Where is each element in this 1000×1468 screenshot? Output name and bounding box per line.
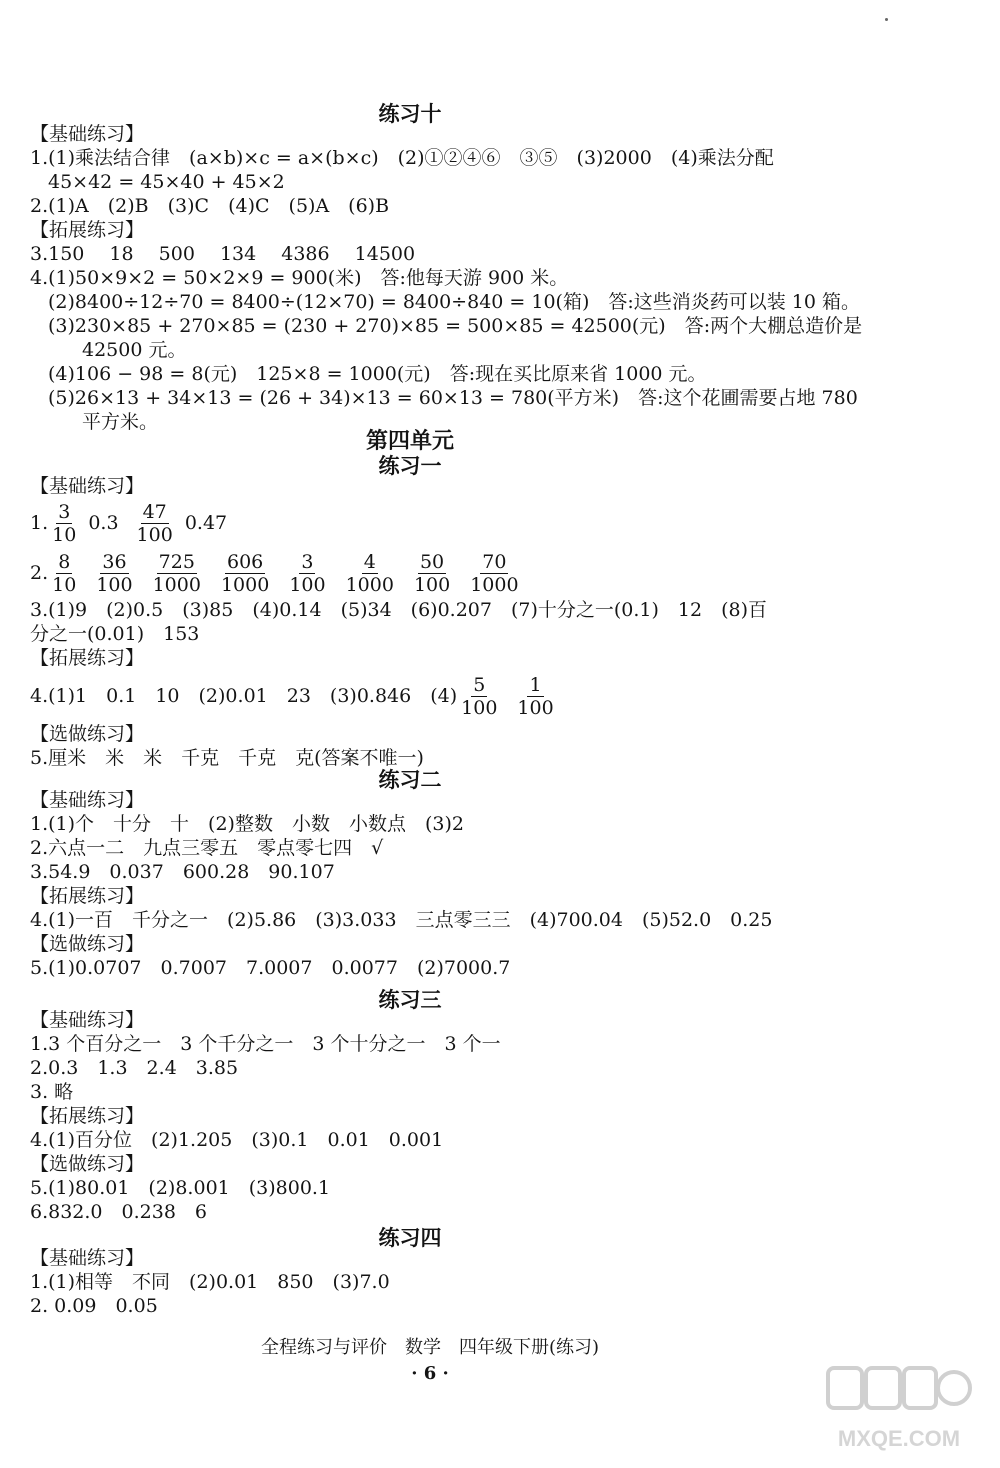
- answer-line: 4.(1)百分位 (2)1.205 (3)0.1 0.01 0.001: [30, 1129, 444, 1151]
- denominator: 1000: [220, 573, 270, 596]
- numerator: 8: [58, 550, 71, 573]
- heading-basic: 【基础练习】: [30, 789, 145, 811]
- decimal-value: 0.47: [184, 512, 228, 534]
- answer-line: 2.0.3 1.3 2.4 3.85: [30, 1057, 239, 1079]
- heading-basic: 【基础练习】: [30, 1009, 145, 1031]
- heading-basic: 【基础练习】: [30, 123, 145, 145]
- fraction: [219, 551, 271, 596]
- answer-line: 45×42 = 45×40 + 45×2: [48, 171, 285, 193]
- answer-line: 5.(1)80.01 (2)8.001 (3)800.1: [30, 1177, 331, 1199]
- answer-line: 3.(1)9 (2)0.5 (3)85 (4)0.14 (5)34 (6)0.207 (7)十分之一(0.1) 12 (8)百: [30, 599, 768, 621]
- numerator: 3: [58, 500, 71, 523]
- heading-extension: 【拓展练习】: [30, 219, 145, 241]
- answer-line: 6.832.0 0.238 6: [30, 1201, 208, 1223]
- fraction: [50, 551, 78, 596]
- answer-line: 1.(1)个 十分 十 (2)整数 小数 小数点 (3)2: [30, 813, 464, 835]
- answer-site-watermark-icon: [824, 1362, 974, 1454]
- fraction: [151, 551, 203, 596]
- answer-line: 1.(1)乘法结合律 (a×b)×c = a×(b×c) (2)①②④⑥ ③⑤ (3)2000 (4)乘法分配: [30, 147, 774, 169]
- heading-extension: 【拓展练习】: [30, 1105, 145, 1127]
- heading-extension: 【拓展练习】: [30, 885, 145, 907]
- answer-line: (4)106 − 98 = 8(元) 125×8 = 1000(元) 答:现在买比原来省 1000 元。: [48, 363, 707, 385]
- heading-optional: 【选做练习】: [30, 723, 145, 745]
- fraction: [412, 551, 452, 596]
- denominator: 1000: [152, 573, 201, 596]
- fraction: [515, 674, 555, 719]
- exercise-1-body: [30, 474, 870, 770]
- numerator: 47: [142, 500, 167, 523]
- exercise-10-body: [30, 122, 870, 434]
- denominator: 100: [413, 573, 451, 596]
- answer-line: 4.(1)一百 千分之一 (2)5.86 (3)3.033 三点零三三 (4)700.04 (5)52.0 0.25: [30, 909, 773, 931]
- denominator: 1000: [470, 573, 519, 596]
- answer-line: 平方米。: [82, 411, 159, 433]
- heading-basic: 【基础练习】: [30, 1247, 145, 1269]
- numerator: 5: [473, 673, 486, 696]
- answer-line: (5)26×13 + 34×13 = (26 + 34)×13 = 60×13 = 780(平方米) 答:这个花圃需要占地 780: [48, 387, 858, 409]
- scan-speck: [885, 18, 888, 21]
- answer-line: 4.(1)50×9×2 = 50×2×9 = 900(米) 答:他每天游 900 米。: [30, 267, 569, 289]
- section-title: 练习十: [378, 102, 442, 126]
- denominator: 10: [52, 573, 77, 596]
- numerator: 606: [227, 550, 264, 573]
- exercise-3-body: [30, 1008, 870, 1224]
- answer-line: 1.(1)相等 不同 (2)0.01 850 (3)7.0: [30, 1271, 390, 1293]
- answer-line: 2. 0.09 0.05: [30, 1295, 158, 1317]
- answer-line-q4: [30, 670, 870, 722]
- heading-basic: 【基础练习】: [30, 475, 145, 497]
- answer-line: (2)8400÷12÷70 = 8400÷(12×70) = 8400÷840 = 10(箱) 答:这些消炎药可以装 10 箱。: [48, 291, 861, 313]
- answer-line: 3.150 18 500 134 4386 14500: [30, 243, 416, 265]
- answer-line: 3.54.9 0.037 600.28 90.107: [30, 861, 335, 883]
- numerator: 70: [482, 550, 507, 573]
- denominator: 100: [136, 523, 173, 546]
- answer-line: 3. 略: [30, 1081, 74, 1103]
- section-title: 练习四: [378, 1226, 442, 1250]
- numerator: 50: [419, 550, 445, 573]
- numerator: 3: [301, 550, 314, 573]
- denominator: 100: [517, 696, 554, 719]
- answer-line: 5.厘米 米 米 千克 千克 克(答案不唯一): [30, 747, 424, 769]
- numerator: 725: [158, 550, 195, 573]
- denominator: 100: [96, 573, 133, 596]
- watermark-text: MXQE.COM: [837, 1426, 961, 1451]
- answer-line: 分之一(0.01) 153: [30, 623, 200, 645]
- answer-line: 1.3 个百分之一 3 个千分之一 3 个十分之一 3 个一: [30, 1033, 501, 1055]
- answer-line: (3)230×85 + 270×85 = (230 + 270)×85 = 500×85 = 42500(元) 答:两个大棚总造价是: [48, 315, 863, 337]
- fraction: [94, 551, 134, 596]
- exercise-4-body: [30, 1246, 870, 1318]
- numerator: 36: [102, 550, 127, 573]
- section-title: 练习三: [378, 988, 442, 1012]
- exercise-2-body: [30, 788, 870, 980]
- denominator: 100: [289, 573, 326, 596]
- answer-line-q1: [30, 498, 870, 548]
- heading-optional: 【选做练习】: [30, 1153, 145, 1175]
- numerator: 1: [529, 673, 542, 696]
- answer-line: 2.(1)A (2)B (3)C (4)C (5)A (6)B: [30, 195, 390, 217]
- denominator: 1000: [345, 573, 394, 596]
- heading-optional: 【选做练习】: [30, 933, 145, 955]
- fraction: [344, 551, 396, 596]
- unit-title: 第四单元: [365, 429, 454, 454]
- question-number: 2.: [30, 562, 49, 584]
- fraction: [287, 551, 327, 596]
- decimal-value: 0.3: [88, 512, 119, 534]
- footer-page-number: · 6 ·: [411, 1363, 449, 1384]
- fraction: [459, 674, 499, 719]
- denominator: 100: [461, 696, 498, 719]
- footer-book-title: 全程练习与评价 数学 四年级下册(练习): [260, 1337, 600, 1358]
- answer-line: 2.六点一二 九点三零五 零点零七四 √: [30, 837, 384, 859]
- question-number: 1.: [30, 512, 49, 534]
- fraction: [468, 551, 520, 596]
- section-title: 练习一: [378, 454, 442, 478]
- denominator: 10: [52, 523, 77, 546]
- answer-line: 42500 元。: [82, 339, 187, 361]
- answer-line-q2: [30, 548, 870, 598]
- section-title: 练习二: [378, 768, 442, 792]
- heading-extension: 【拓展练习】: [30, 647, 145, 669]
- fraction: [135, 501, 175, 546]
- fraction: [50, 501, 78, 546]
- numerator: 4: [363, 550, 376, 573]
- answer-text: 4.(1)1 0.1 10 (2)0.01 23 (3)0.846 (4): [30, 685, 458, 707]
- answer-line: 5.(1)0.0707 0.7007 7.0007 0.0077 (2)7000.7: [30, 957, 511, 979]
